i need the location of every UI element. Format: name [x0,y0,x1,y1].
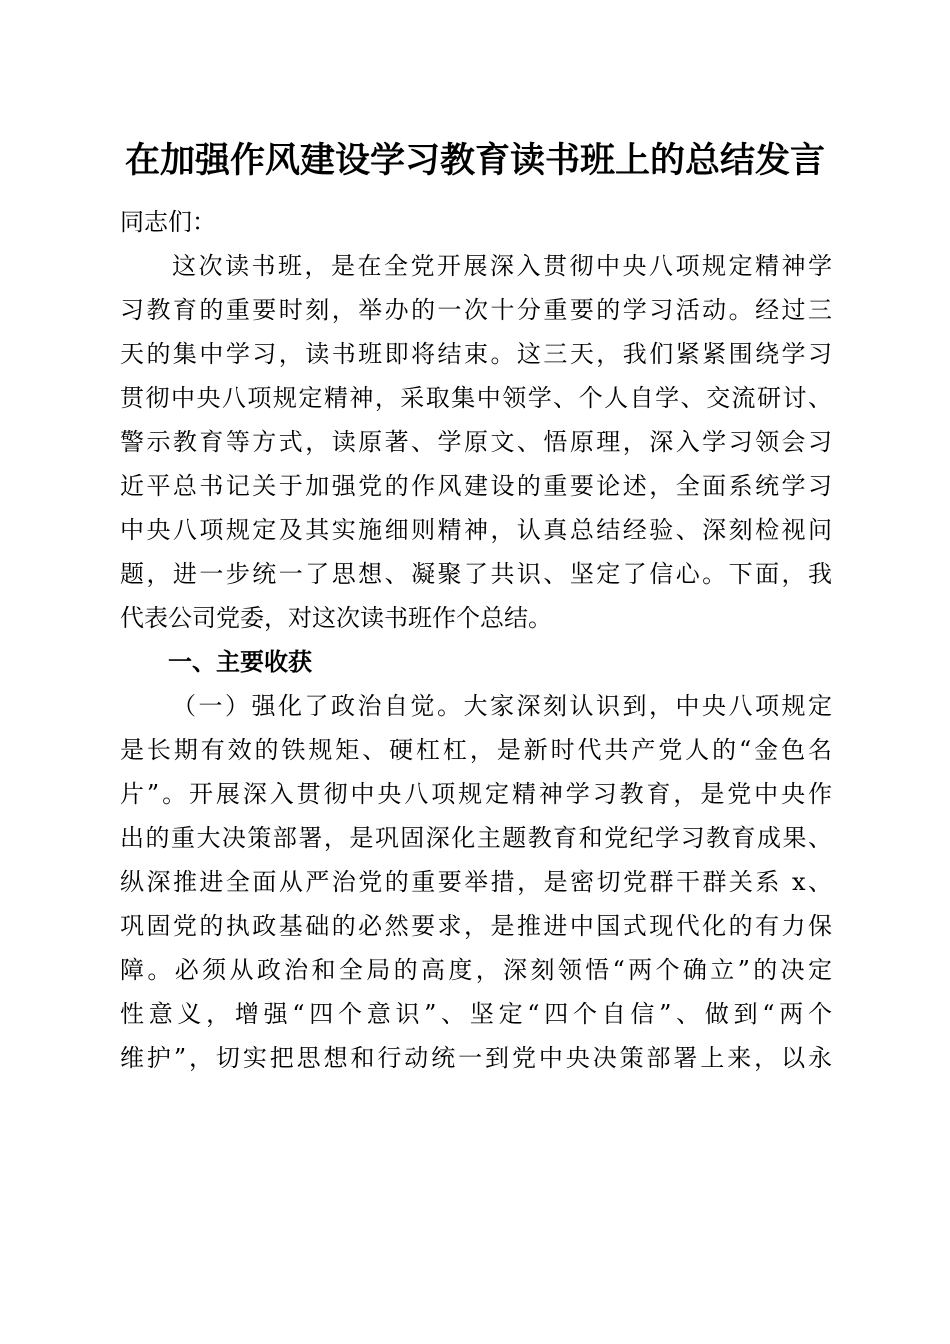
paragraph-line: 障。必须从政治和全局的高度，深刻领悟“两个确立”的决定 [120,956,832,984]
paragraph-line: 片”。开展深入贯彻中央八项规定精神学习教育，是党中央作 [120,780,832,808]
document-body [120,200,832,1080]
paragraph-line: 天的集中学习，读书班即将结束。这三天，我们紧紧围绕学习 [120,340,832,368]
paragraph-line: 近平总书记关于加强党的作风建设的重要论述，全面系统学习 [120,472,832,500]
paragraph-line: 出的重大决策部署，是巩固深化主题教育和党纪学习教育成果、 [120,824,832,852]
paragraph-line: 维护”，切实把思想和行动统一到党中央决策部署上来，以永 [120,1044,832,1072]
document-title: 在加强作风建设学习教育读书班上的总结发言 [124,140,825,181]
salutation: 同志们： [120,208,216,236]
paragraph-line: 题，进一步统一了思想、凝聚了共识、坚定了信心。下面，我 [120,560,832,588]
subsection-label: （一）强化了政治自觉。 [172,692,464,720]
paragraph-line: 巩固党的执政基础的必然要求，是推进中国式现代化的有力保 [120,912,832,940]
paragraph-line: 警示教育等方式，读原著、学原文、悟原理，深入学习领会习 [120,428,832,456]
paragraph-line: 纵深推进全面从严治党的重要举措，是密切党群干群关系 x、 [120,868,832,896]
subsection-first-line [120,684,832,728]
paragraph-line: 性意义，增强“四个意识”、坚定“四个自信”、做到“两个 [120,1000,832,1028]
paragraph-line: 代表公司党委，对这次读书班作个总结。 [120,604,552,632]
subsection-first-line-text: 大家深刻认识到，中央八项规定 [463,692,832,720]
paragraph-line: 这次读书班，是在全党开展深入贯彻中央八项规定精神学 [172,252,832,280]
section-heading: 一、主要收获 [168,648,312,676]
paragraph-line: 贯彻中央八项规定精神，采取集中领学、个人自学、交流研讨、 [120,384,832,412]
paragraph-line: 中央八项规定及其实施细则精神，认真总结经验、深刻检视问 [120,516,832,544]
paragraph-line: 习教育的重要时刻，举办的一次十分重要的学习活动。经过三 [120,296,832,324]
paragraph-line: 是长期有效的铁规矩、硬杠杠，是新时代共产党人的“金色名 [120,736,832,764]
